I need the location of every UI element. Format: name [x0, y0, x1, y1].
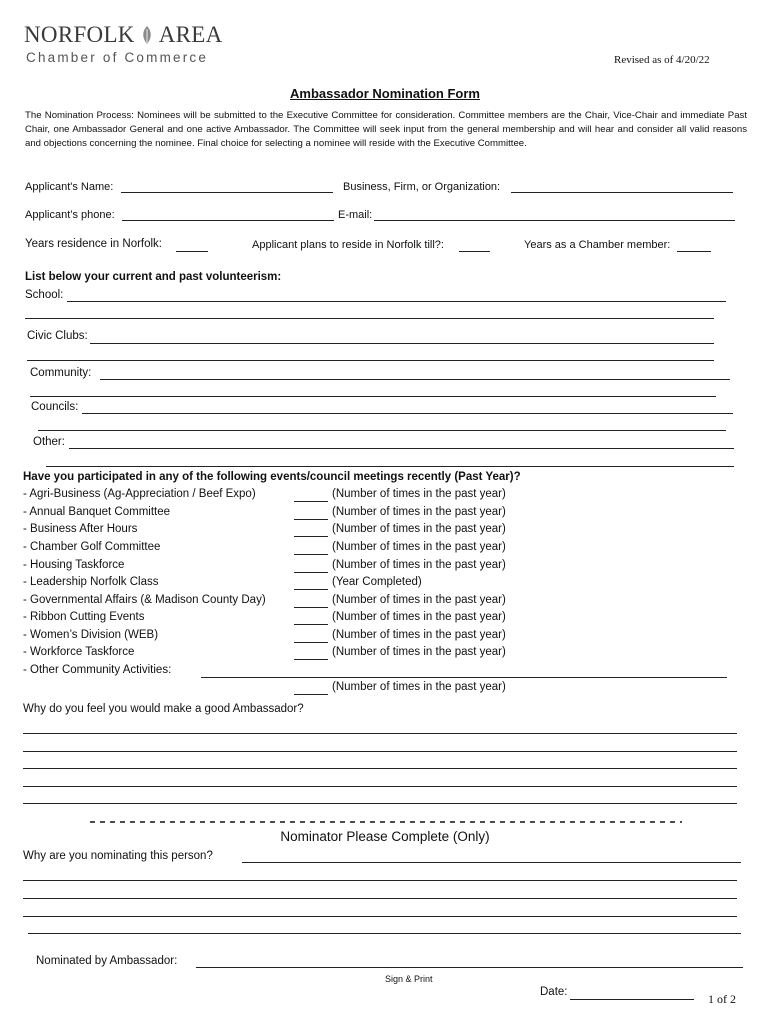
logo-word-norfolk: NORFOLK [24, 22, 135, 47]
why-ambassador-label: Why do you feel you would make a good Ambassador? [23, 703, 304, 715]
business-label: Business, Firm, or Organization: [343, 181, 501, 193]
why-nominating-field[interactable] [28, 933, 741, 934]
civic-field-2[interactable] [27, 360, 714, 361]
nominated-by-label: Nominated by Ambassador: [36, 955, 178, 967]
event-count-field[interactable] [294, 624, 328, 625]
civic-field[interactable] [90, 343, 714, 344]
years-residence-label: Years residence in Norfolk: [25, 238, 163, 250]
event-count-field[interactable] [294, 572, 328, 573]
event-count-field[interactable] [294, 589, 328, 590]
civic-label: Civic Clubs: [27, 330, 88, 342]
why-nominating-field[interactable] [23, 898, 737, 899]
years-member-label: Years as a Chamber member: [524, 239, 671, 251]
dashed-divider [90, 820, 682, 824]
phone-field[interactable] [122, 220, 334, 221]
why-ambassador-field[interactable] [23, 786, 737, 787]
event-note: (Year Completed) [332, 576, 422, 588]
event-note: (Number of times in the past year) [332, 594, 506, 606]
event-label: - Ribbon Cutting Events [23, 611, 145, 623]
event-label: - Business After Hours [23, 523, 138, 535]
email-field[interactable] [374, 220, 735, 221]
date-field[interactable] [570, 999, 694, 1000]
volunteer-heading: List below your current and past volunteerism: [25, 271, 282, 283]
event-label: - Chamber Golf Committee [23, 541, 161, 553]
phone-label: Applicant’s phone: [25, 209, 115, 221]
event-label: - Women’s Division (WEB) [23, 629, 159, 641]
email-label: E-mail: [338, 209, 373, 221]
community-field[interactable] [100, 379, 730, 380]
leaf-icon [141, 25, 153, 45]
school-field-2[interactable] [25, 318, 714, 319]
councils-field-2[interactable] [38, 430, 726, 431]
event-count-field[interactable] [294, 519, 328, 520]
event-note: (Number of times in the past year) [332, 488, 506, 500]
event-count-field[interactable] [294, 554, 328, 555]
applicant-name-label: Applicant's Name: [25, 181, 114, 193]
years-member-field[interactable] [677, 251, 711, 252]
event-count-field[interactable] [294, 607, 328, 608]
event-label: - Housing Taskforce [23, 559, 125, 571]
other-activities-label: - Other Community Activities: [23, 664, 172, 676]
event-label: - Workforce Taskforce [23, 646, 135, 658]
event-count-field[interactable] [294, 642, 328, 643]
intro-paragraph: The Nomination Process: Nominees will be submitted to the Executive Committee for consideration. Committee members are the Chair, Vice-Chair and immediate Past Chair, one Ambassador General and one active Ambassador. The Committee will seek input from the general membership and will hear and consider all valid reasons and objections concerning the nominee. Final choice for selecting a nominee will reside with the Executive Committee. [25, 110, 747, 149]
other-activities-note: (Number of times in the past year) [332, 681, 506, 693]
why-nominating-field[interactable] [23, 916, 737, 917]
event-note: (Number of times in the past year) [332, 611, 506, 623]
event-count-field[interactable] [294, 501, 328, 502]
event-note: (Number of times in the past year) [332, 646, 506, 658]
plans-label: Applicant plans to reside in Norfolk till?: [252, 239, 444, 251]
event-note: (Number of times in the past year) [332, 541, 506, 553]
other-label: Other: [33, 436, 65, 448]
logo-subtitle: Chamber of Commerce [26, 50, 209, 65]
event-label: - Agri-Business (Ag-Appreciation / Beef Expo) [23, 488, 256, 500]
school-field[interactable] [67, 301, 726, 302]
event-count-field[interactable] [294, 536, 328, 537]
form-title: Ambassador Nomination Form [290, 86, 480, 101]
nominator-heading: Nominator Please Complete (Only) [280, 829, 490, 844]
logo [24, 22, 223, 48]
event-label: - Leadership Norfolk Class [23, 576, 159, 588]
why-ambassador-field[interactable] [23, 768, 737, 769]
why-nominating-field[interactable] [23, 880, 737, 881]
community-label: Community: [30, 367, 92, 379]
school-label: School: [25, 289, 64, 301]
councils-field[interactable] [82, 413, 733, 414]
logo-word-area: AREA [158, 22, 223, 47]
why-nominating-field[interactable] [242, 862, 741, 863]
event-note: (Number of times in the past year) [332, 559, 506, 571]
sign-print-caption: Sign & Print [385, 974, 433, 984]
other-field-2[interactable] [46, 466, 734, 467]
other-field[interactable] [69, 448, 734, 449]
community-field-2[interactable] [30, 396, 716, 397]
events-heading: Have you participated in any of the following events/council meetings recently (Past Year)? [23, 471, 521, 483]
event-note: (Number of times in the past year) [332, 523, 506, 535]
why-ambassador-field[interactable] [23, 733, 737, 734]
event-note: (Number of times in the past year) [332, 506, 506, 518]
event-note: (Number of times in the past year) [332, 629, 506, 641]
years-residence-field[interactable] [176, 251, 208, 252]
event-label: - Governmental Affairs (& Madison County Day) [23, 594, 266, 606]
plans-field[interactable] [459, 251, 490, 252]
why-ambassador-field[interactable] [23, 803, 737, 804]
other-activities-field[interactable] [201, 677, 727, 678]
revised-date: Revised as of 4/20/22 [614, 54, 710, 66]
why-ambassador-field[interactable] [23, 751, 737, 752]
event-count-field[interactable] [294, 659, 328, 660]
date-label: Date: [540, 986, 568, 998]
why-nominating-label: Why are you nominating this person? [23, 850, 213, 862]
business-field[interactable] [511, 192, 733, 193]
other-activities-count-field[interactable] [294, 694, 328, 695]
nominated-by-field[interactable] [196, 967, 743, 968]
event-label: - Annual Banquet Committee [23, 506, 171, 518]
councils-label: Councils: [31, 401, 79, 413]
applicant-name-field[interactable] [121, 192, 333, 193]
page-number: 1 of 2 [708, 992, 736, 1006]
